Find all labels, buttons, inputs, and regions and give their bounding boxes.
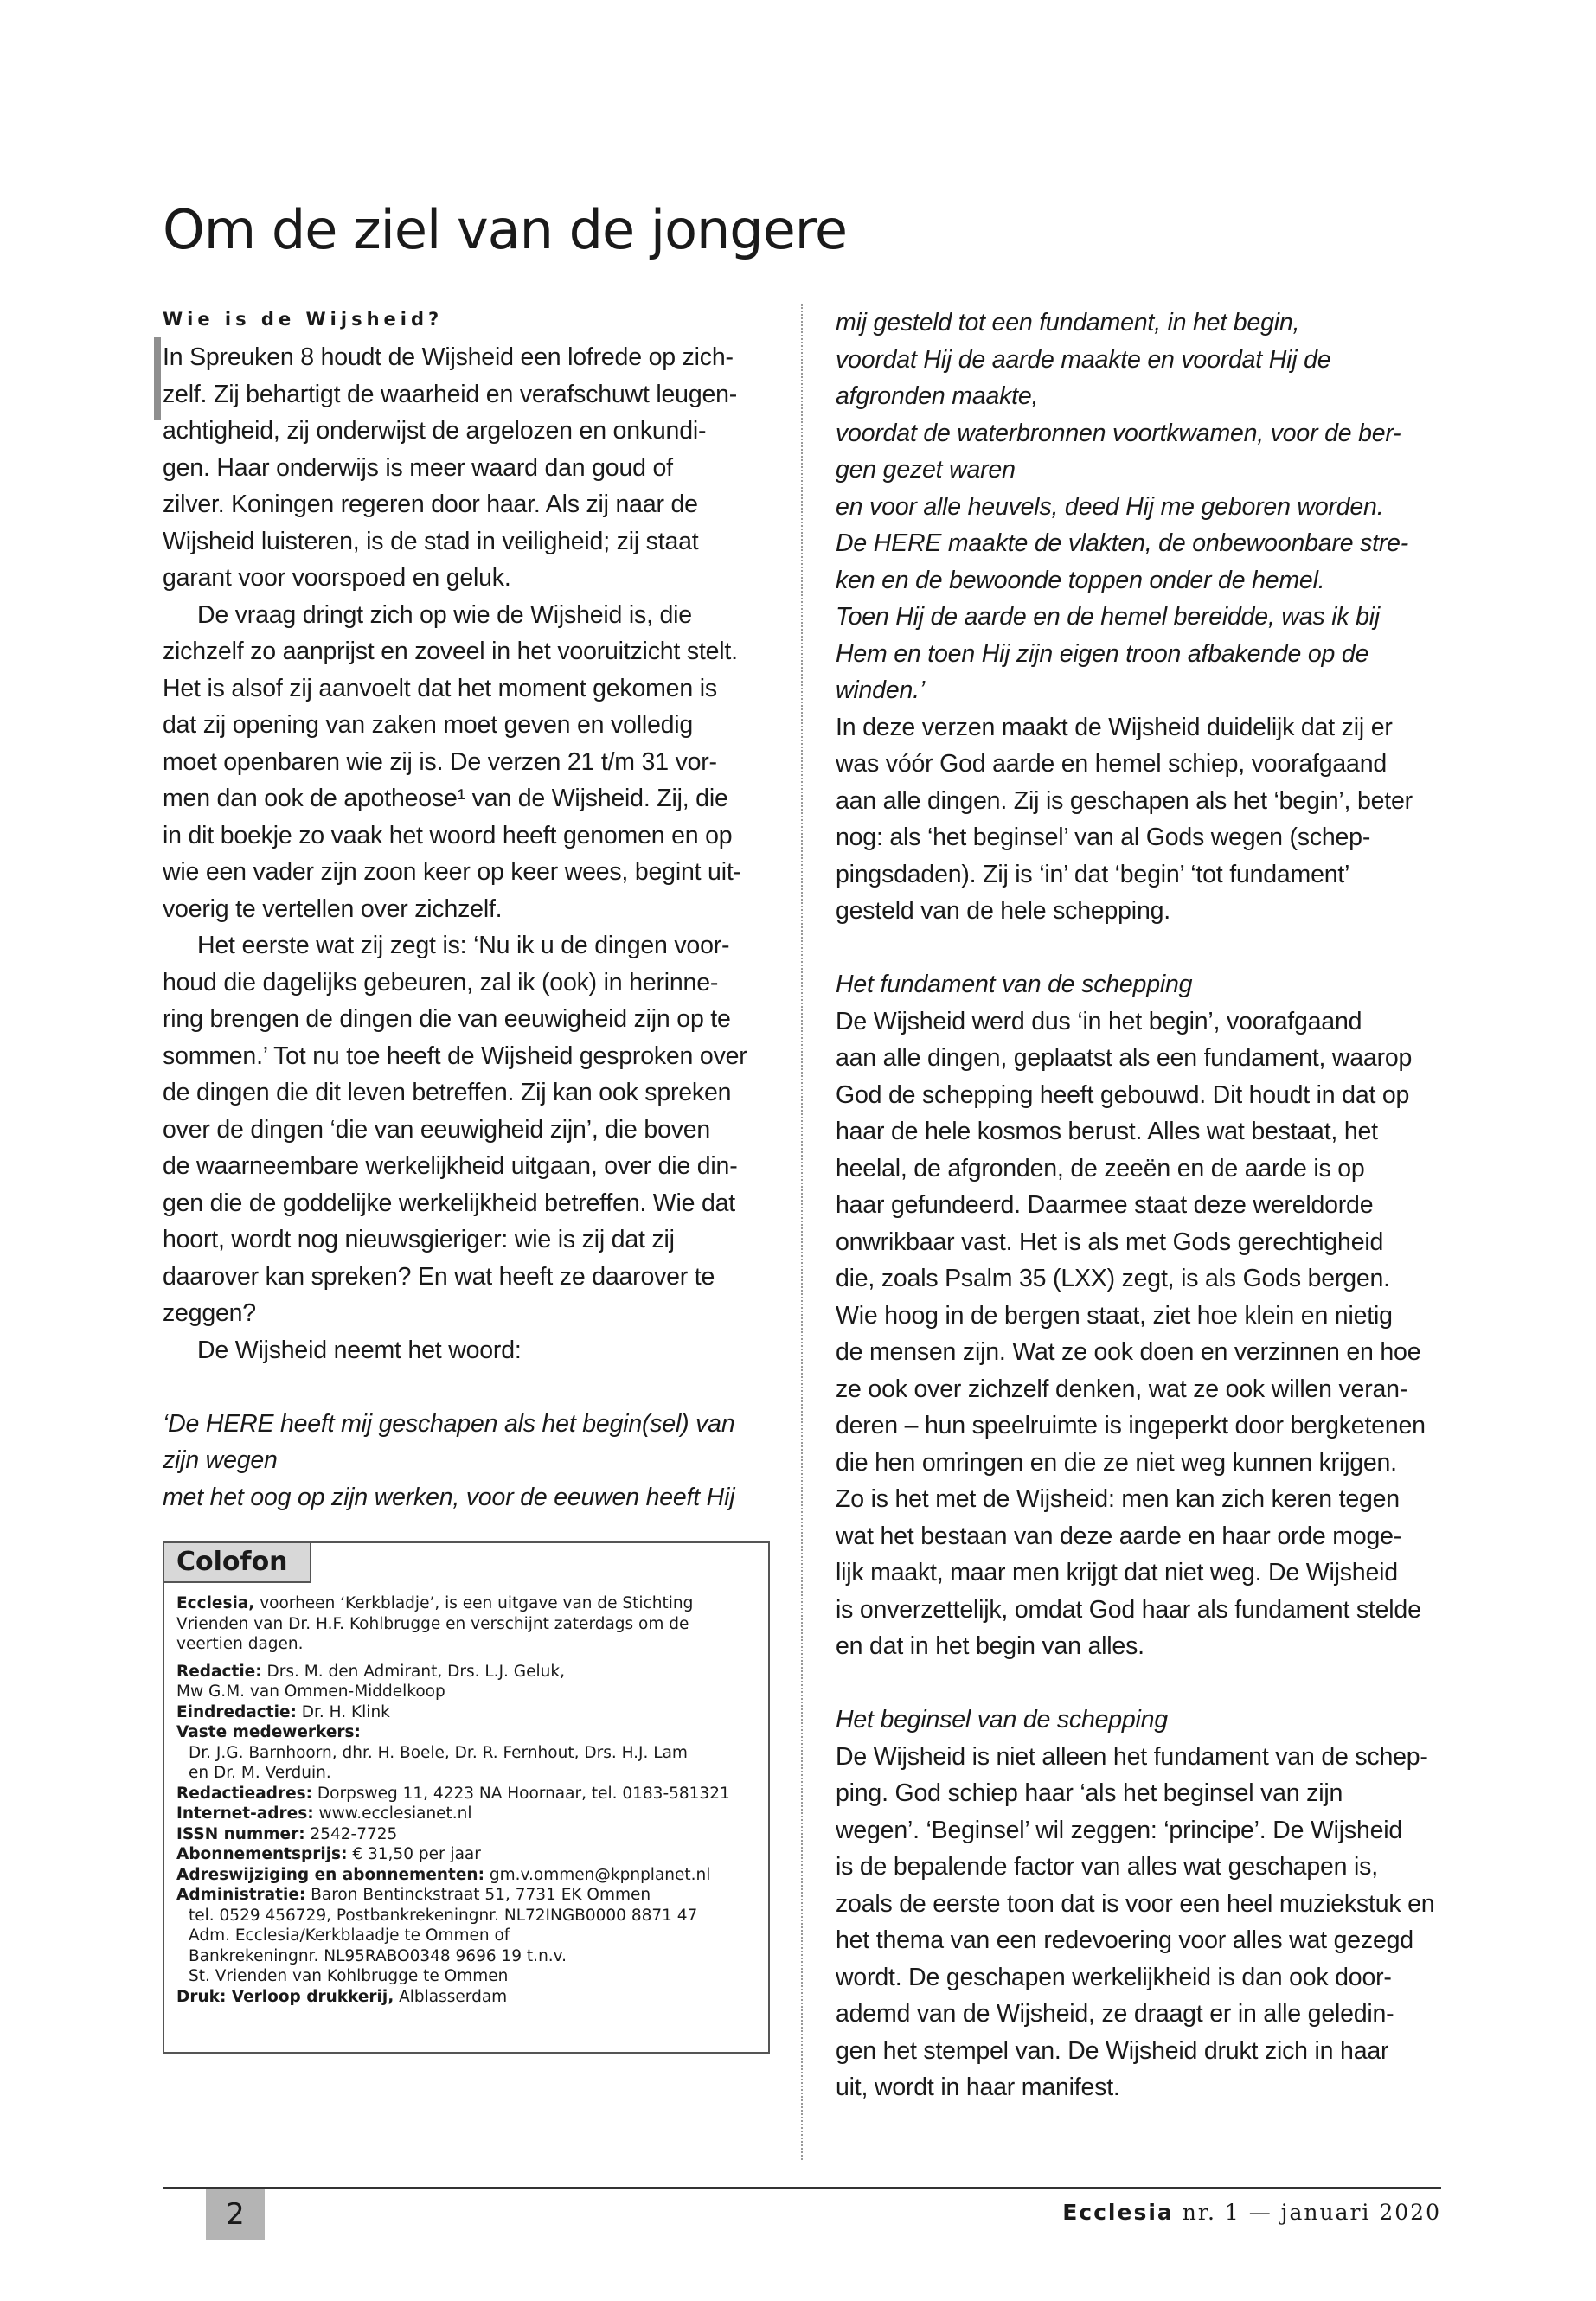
text-line: en dat in het begin van alles. [836,1632,1144,1660]
colofon-line [176,1926,761,1946]
text-line [836,1665,1441,1702]
colofon-value: Bankrekeningnr. NL95RABO0348 9696 19 t.n.v. [189,1946,567,1965]
footer-rule [163,2187,1441,2189]
text-line: met het oog op zijn werken, voor de eeuwen heeft Hij [163,1483,735,1511]
text-line: garant voor voorspoed en geluk. [163,564,511,592]
text-line: zelf. Zij behartigt de waarheid en verafschuwt leugen- [163,380,738,408]
column-divider [801,304,803,2160]
colofon-line [176,1682,761,1702]
text-line: pingsdaden). Zij is ‘in’ dat ‘begin’ ‘tot fundament’ [836,860,1350,888]
text-line [836,930,1441,967]
colofon-line [176,1906,761,1926]
text-line: zilver. Koningen regeren door haar. Als zij naar de [163,490,698,518]
text-line: In Spreuken 8 houdt de Wijsheid een lofrede op zich- [163,343,734,371]
text-line: haar gefundeerd. Daarmee staat deze wereldorde [836,1191,1374,1219]
colofon-value: Dorpsweg 11, 4223 NA Hoornaar, tel. 0183-581321 [312,1784,730,1803]
colofon-label: Adreswijziging en abonnementen: [176,1865,484,1884]
colofon-value: St. Vrienden van Kohlbrugge te Ommen [189,1967,509,1985]
text-line: ping. God schiep haar ‘als het beginsel van zijn [836,1779,1343,1807]
text-line: sommen.’ Tot nu toe heeft de Wijsheid gesproken over [163,1042,747,1070]
colofon-line [176,1844,761,1865]
colofon-value: Mw G.M. van Ommen-Middelkoop [176,1682,445,1701]
section-heading: Wie is de Wijsheid? [163,309,444,330]
text-line: zoals de eerste toon dat is voor een heel muziekstuk en [836,1889,1435,1918]
colofon-line [176,1763,761,1784]
text-line: is onverzettelijk, omdat God haar als fundament stelde [836,1595,1421,1624]
colofon-value: Adm. Ecclesia/Kerkblaadje te Ommen of [189,1926,510,1945]
text-line: die hen omringen en die ze niet weg kunnen krijgen. [836,1448,1397,1477]
colofon-line [176,1614,761,1635]
text-line: ring brengen de dingen die van eeuwigheid zijn op te [163,1005,731,1033]
colofon-value: tel. 0529 456729, Postbankrekeningnr. NL72INGB0000 8871 47 [189,1906,698,1925]
left-column-text [163,339,768,1516]
text-line: Wie hoog in de bergen staat, ziet hoe klein en nietig [836,1301,1393,1330]
colofon-line [176,1784,761,1804]
text-line: wegen’. ‘Beginsel’ wil zeggen: ‘principe’. De Wijsheid [836,1816,1403,1844]
colofon-body [176,1593,761,2007]
colofon-label: Druk: Verloop drukkerij, [176,1987,394,2006]
colofon-line [176,1966,761,1987]
colofon-label: Abonnementsprijs: [176,1845,348,1863]
colofon-value: Alblasserdam [394,1987,508,2006]
text-line: God de schepping heeft gebouwd. Dit houdt in dat op [836,1080,1410,1109]
right-column-text [836,304,1441,2106]
colofon-label: Vaste medewerkers: [176,1723,361,1741]
text-line: deren – hun speelruimte is ingeperkt door bergketenen [836,1412,1426,1439]
colofon-line [176,1702,761,1723]
text-line: haar de hele kosmos berust. Alles wat bestaat, het [836,1118,1378,1145]
colofon-line [176,1946,761,1967]
text-line: voordat de waterbronnen voortkwamen, voor de ber- [836,419,1401,447]
text-line: ‘De HERE heeft mij geschapen als het begin(sel) van [163,1409,735,1438]
text-line: De HERE maakte de vlakten, de onbewoonbare stre- [836,529,1409,557]
text-line: Het fundament van de schepping [836,971,1193,998]
text-line: die, zoals Psalm 35 (LXX) zegt, is als Gods bergen. [836,1265,1390,1292]
issue-label: nr. 1 — januari 2020 [1173,2200,1441,2225]
colofon-line [176,1824,761,1845]
colofon-value: gm.v.ommen@kpnplanet.nl [484,1865,711,1884]
text-line: gen het stempel van. De Wijsheid drukt zich in haar [836,2036,1389,2065]
text-line: de waarneembare werkelijkheid uitgaan, over die din- [163,1152,738,1180]
colofon-label: Redactie: [176,1662,262,1681]
text-line: nog: als ‘het beginsel’ van al Gods wegen (schep- [836,824,1371,851]
text-line: gen. Haar onderwijs is meer waard dan goud of [163,453,673,482]
text-line: lijk maakt, maar men krijgt dat niet weg. De Wijsheid [836,1559,1398,1586]
text-line: gesteld van de hele schepping. [836,897,1170,925]
text-line: heelal, de afgronden, de zeeën en de aarde is op [836,1154,1365,1183]
text-line: gen gezet waren [836,456,1016,484]
colofon-line [176,1722,761,1743]
colofon-line [176,1885,761,1906]
text-line: achtigheid, zij onderwijst de argelozen en onkundi- [163,417,707,445]
colofon-value: Drs. M. den Admirant, Drs. L.J. Geluk, [261,1662,565,1681]
text-line: de mensen zijn. Wat ze ook doen en verzinnen en hoe [836,1338,1421,1366]
text-line: afgronden maakte, [836,382,1039,410]
right-column [836,304,1441,2106]
text-line: voerig te vertellen over zichzelf. [163,894,503,923]
colofon-line [176,1804,761,1824]
text-line: zeggen? [163,1299,256,1327]
text-line: mij gesteld tot een fundament, in het begin, [836,309,1300,336]
colofon-value: € 31,50 per jaar [347,1845,481,1863]
page-title: Om de ziel van de jongere [163,198,848,261]
colofon-line [176,1634,761,1655]
text-line: ze ook over zichzelf denken, wat ze ook willen veran- [836,1375,1408,1403]
text-line: voordat Hij de aarde maakte en voordat Hij de [836,345,1331,374]
text-line: wat het bestaan van deze aarde en haar orde moge- [836,1522,1402,1550]
text-line: wie een vader zijn zoon keer op keer wees, begint uit- [163,858,741,886]
text-line: In deze verzen maakt de Wijsheid duidelijk dat zij er [836,713,1393,741]
colofon-label: Redactieadres: [176,1784,313,1803]
text-line: dat zij opening van zaken moet geven en volledig [163,711,694,739]
text-line: gen die de goddelijke werkelijkheid betreffen. Wie dat [163,1189,736,1217]
text-line: wordt. De geschapen werkelijkheid is dan ook door- [836,1963,1392,1991]
text-line: daarover kan spreken? En wat heeft ze daarover te [163,1262,715,1291]
colofon-line [176,1865,761,1886]
colofon-value: 2542-7725 [304,1824,398,1843]
text-line: houd die dagelijks gebeuren, zal ik (ook) in herinne- [163,968,719,997]
text-line: Wijsheid luisteren, is de stad in veiligheid; zij staat [163,527,699,555]
colofon-line [176,1987,761,2008]
colofon-label: Administratie: [176,1886,306,1904]
text-line: is de bepalende factor van alles wat geschapen is, [836,1853,1378,1881]
colofon-label: ISSN nummer: [176,1824,305,1843]
magazine-name: Ecclesia [1062,2200,1174,2225]
colofon-line [176,1662,761,1682]
text-line: De Wijsheid neemt het woord: [197,1336,522,1364]
colofon-value: voorheen ‘Kerkbladje’, is een uitgave van de Stichting [254,1594,694,1612]
text-line: aan alle dingen, geplaatst als een fundament, waarop [836,1044,1413,1072]
colofon-label: Ecclesia, [176,1594,255,1612]
text-line: men dan ook de apotheose¹ van de Wijsheid. Zij, die [163,785,728,812]
colofon-value: en Dr. M. Verduin. [189,1764,331,1782]
text-line: Hem en toen Hij zijn eigen troon afbakende op de [836,639,1369,668]
text-line: Het eerste wat zij zegt is: ‘Nu ik u de dingen voor- [197,932,730,959]
colofon-line [176,1593,761,1614]
text-line: uit, wordt in haar manifest. [836,2073,1120,2101]
text-line: Zo is het met de Wijsheid: men kan zich keren tegen [836,1485,1400,1513]
text-line: moet openbaren wie zij is. De verzen 21 t/m 31 vor- [163,747,717,776]
left-column [163,304,768,1516]
colofon-label: Internet-adres: [176,1804,314,1823]
colofon-heading: Colofon [163,1541,311,1583]
colofon-value: Baron Bentinckstraat 51, 7731 EK Ommen [305,1886,651,1904]
text-line: onwrikbaar vast. Het is als met Gods gerechtigheid [836,1227,1384,1256]
text-line: in dit boekje zo vaak het woord heeft genomen en op [163,821,733,849]
text-line: ken en de bewoonde toppen onder de hemel. [836,566,1325,594]
text-line: Het is alsof zij aanvoelt dat het moment gekomen is [163,674,717,702]
footer-issue-info [1062,2200,1441,2225]
text-line: Het beginsel van de schepping [836,1706,1168,1734]
text-line: Toen Hij de aarde en de hemel bereidde, was ik bij [836,603,1381,631]
text-line: het thema van een redevoering voor alles wat gezegd [836,1926,1413,1954]
colofon-label: Eindredactie: [176,1702,297,1721]
text-line: zichzelf zo aanprijst en zoveel in het vooruitzicht stelt. [163,638,738,665]
colofon-value: Dr. H. Klink [296,1702,390,1721]
text-line: hoort, wordt nog nieuwsgieriger: wie is zij dat zij [163,1226,675,1253]
text-line: aan alle dingen. Zij is geschapen als het ‘begin’, beter [836,786,1413,815]
page-number: 2 [206,2189,265,2240]
text-line: de dingen die dit leven betreffen. Zij kan ook spreken [163,1079,732,1106]
colofon-value: Vrienden van Dr. H.F. Kohlbrugge en verschijnt zaterdags om de [176,1614,689,1633]
text-line: zijn wegen [163,1446,278,1474]
colofon-box [163,1541,770,2054]
text-line [163,1368,768,1406]
colofon-line [176,1743,761,1764]
text-line: winden.’ [836,676,925,704]
paragraph-marker-bar [154,337,161,420]
text-line: De Wijsheid werd dus ‘in het begin’, voorafgaand [836,1007,1362,1035]
text-line: en voor alle heuvels, deed Hij me geboren worden. [836,492,1384,521]
text-line: ademd van de Wijsheid, ze draagt er in alle geledin- [836,2000,1394,2028]
colofon-value: www.ecclesianet.nl [313,1804,472,1823]
text-line: De Wijsheid is niet alleen het fundament van de schep- [836,1742,1428,1771]
colofon-value: Dr. J.G. Barnhoorn, dhr. H. Boele, Dr. R. Fernhout, Drs. H.J. Lam [189,1743,688,1762]
text-line: over de dingen ‘die van eeuwigheid zijn’, die boven [163,1115,711,1144]
text-line: was vóór God aarde en hemel schiep, voorafgaand [836,750,1387,778]
text-line: De vraag dringt zich op wie de Wijsheid is, die [197,600,692,629]
colofon-value: veertien dagen. [176,1635,304,1653]
